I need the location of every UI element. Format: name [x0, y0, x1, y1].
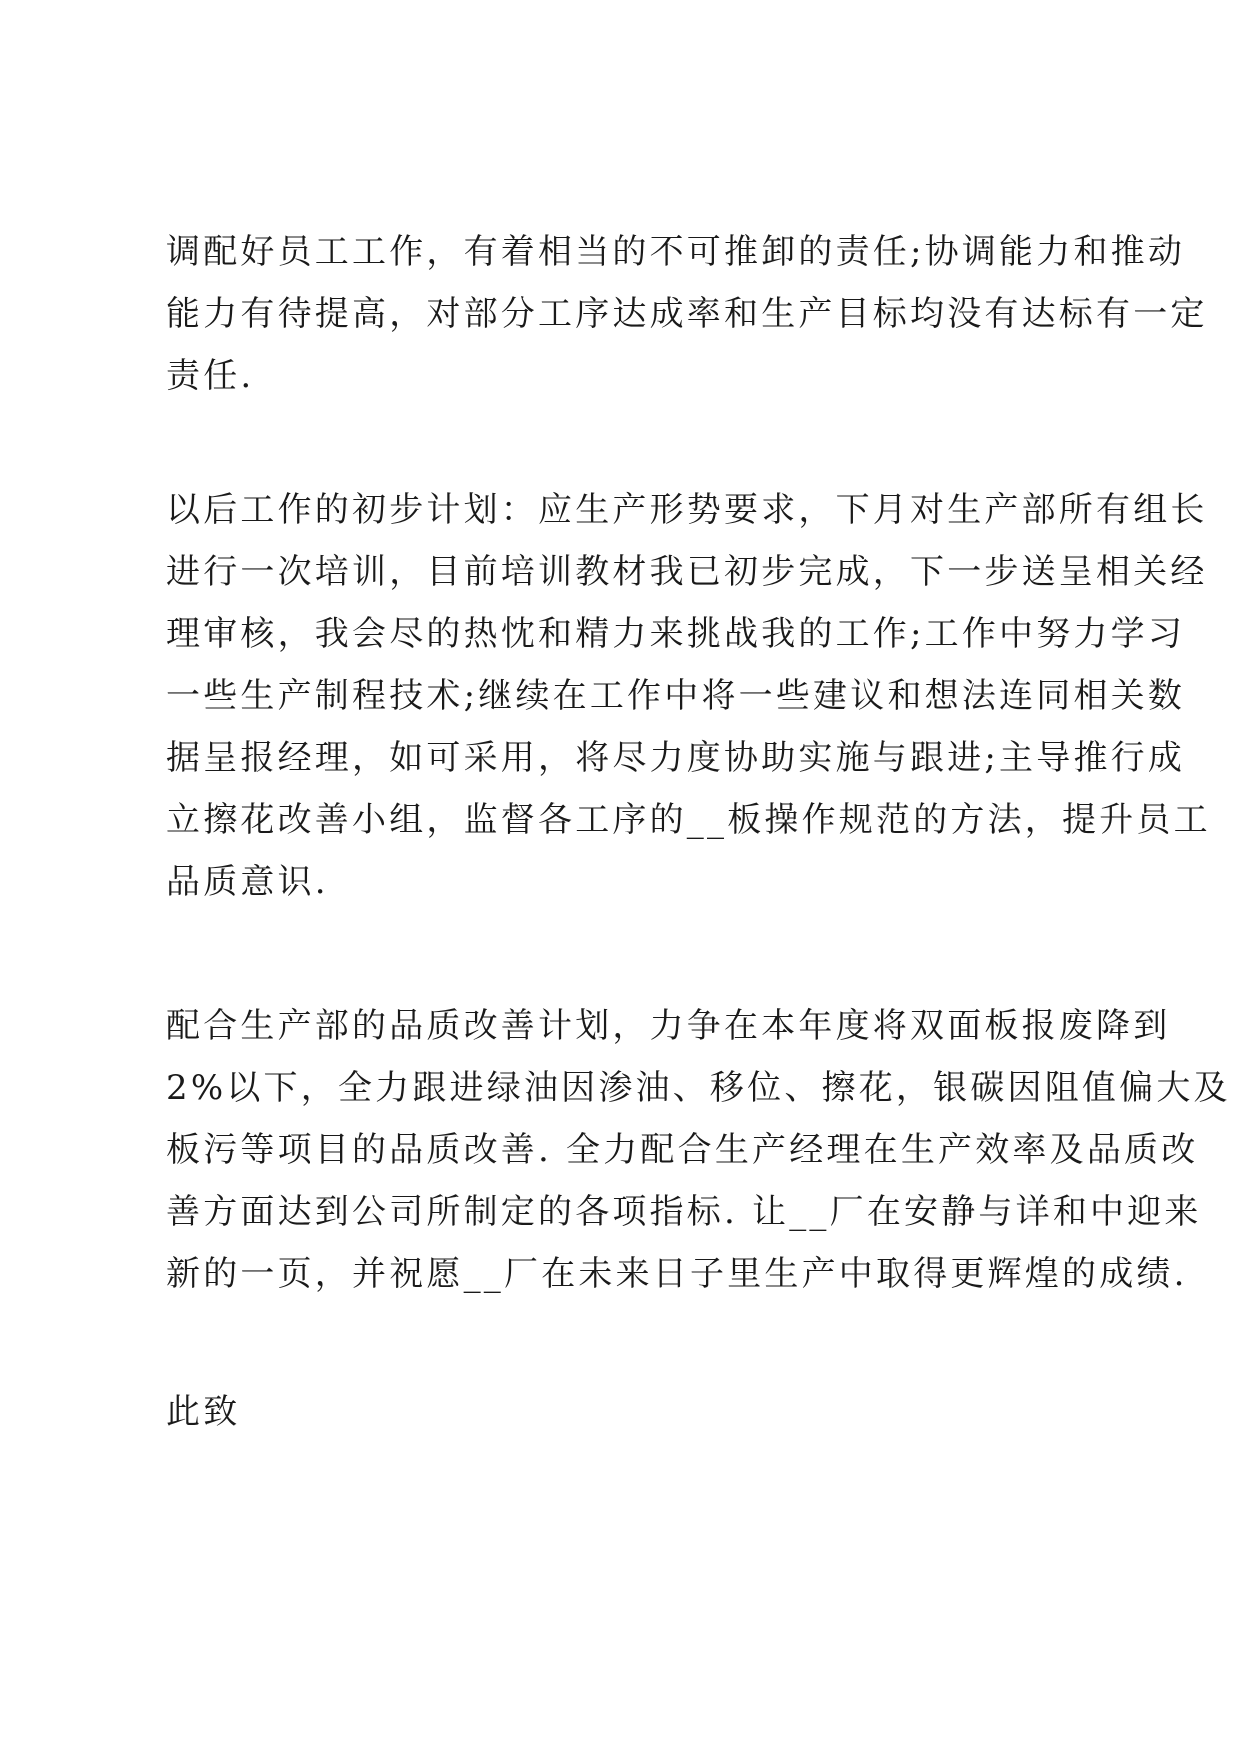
paragraph-2-line-2: 进行一次培训，目前培训教材我已初步完成，下一步送呈相关经 — [166, 552, 1208, 592]
paragraph-2-line-5: 据呈报经理，如可采用，将尽力度协助实施与跟进;主导推行成 — [166, 738, 1186, 778]
paragraph-2-line-1: 以后工作的初步计划：应生产形势要求，下月对生产部所有组长 — [166, 490, 1208, 530]
paragraph-2-line-7: 品质意识. — [166, 862, 329, 902]
paragraph-3-line-4: 善方面达到公司所制定的各项指标. 让__厂在安静与详和中迎来 — [166, 1192, 1202, 1232]
paragraph-1-line-2: 能力有待提高，对部分工序达成率和生产目标均没有达标有一定 — [166, 294, 1208, 334]
paragraph-2-line-6: 立擦花改善小组，监督各工序的__板操作规范的方法，提升员工 — [166, 800, 1211, 840]
paragraph-2-line-3: 理审核，我会尽的热忱和精力来挑战我的工作;工作中努力学习 — [166, 614, 1186, 654]
paragraph-3-line-5: 新的一页，并祝愿__厂在未来日子里生产中取得更辉煌的成绩. — [166, 1254, 1188, 1294]
paragraph-3-line-1: 配合生产部的品质改善计划，力争在本年度将双面板报废降到 — [166, 1006, 1171, 1046]
paragraph-2-line-4: 一些生产制程技术;继续在工作中将一些建议和想法连同相关数 — [166, 676, 1186, 716]
paragraph-3-line-3: 板污等项目的品质改善. 全力配合生产经理在生产效率及品质改 — [166, 1130, 1199, 1170]
closing-salutation: 此致 — [166, 1392, 241, 1432]
paragraph-1-line-3: 责任. — [166, 356, 255, 396]
paragraph-3-line-2: 2%以下，全力跟进绿油因渗油、移位、擦花，银碳因阻值偏大及 — [166, 1068, 1231, 1108]
paragraph-1-line-1: 调配好员工工作，有着相当的不可推卸的责任;协调能力和推动 — [166, 232, 1186, 272]
